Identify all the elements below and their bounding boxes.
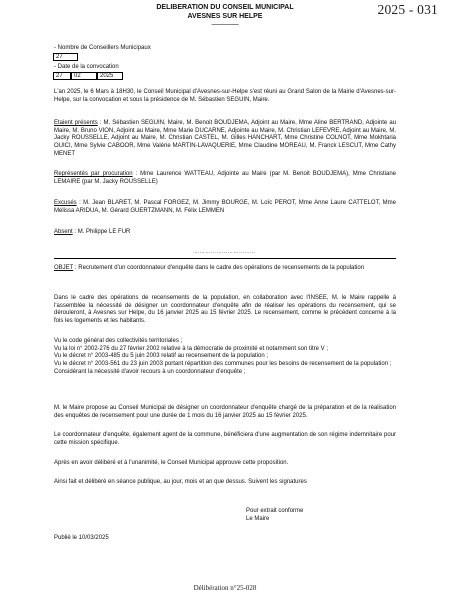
absent-paragraph [54, 229, 396, 237]
closing-paragraph: Ainsi fait et délibéré en séance publique, au jour, mois et an que dessus. Suivent les signatures [54, 479, 307, 485]
proposal-paragraph: M. le Maire propose au Conseil Municipal de désigner un coordonnateur d'enquête chargé de la préparation et de la réalisation des enquêtes de recensement pour une durée de 1 mois du 16 janvier 2025 au 15 février 2025. [54, 405, 396, 419]
publication-date: Publié le 10/03/2025 [54, 535, 109, 541]
vu-item: Vu le code général des collectivités territoriales ; [54, 338, 183, 344]
title-underline: ———— [211, 21, 239, 28]
absent-list: : M. Philippe LE FUR [72, 229, 131, 235]
commune-name: AVESNES SUR HELPE [187, 13, 263, 20]
presents-paragraph [54, 120, 396, 159]
decision-paragraph: Après en avoir délibéré et à l'unanimité, le Conseil Municipal approuve cette proposition. [54, 460, 289, 466]
objet-label: OBJET [54, 265, 74, 271]
divider-line [54, 258, 396, 259]
signature-line1: Pour extrait conforme [246, 508, 304, 514]
context-paragraph: Dans le cadre des opérations de recensements de la population, en collaboration avec l'INSEE, M. le Maire rappelle à l'assemblée la nécessité de désigner un coordonnateur d'enquête afin de réaliser les opérations du recensement, qui se dérouleront, à Avesnes sur Helpe, du 16 janvier 2025 au 15 février 2025. Le recensement, comme le précédent concerne à la fois les logements et les habitants. [54, 295, 396, 325]
reference-number: 2025 - 031 [377, 2, 438, 17]
signature-line2: Le Maire [246, 516, 270, 522]
convocation-year: 2025 [97, 72, 123, 80]
objet-paragraph [54, 265, 396, 273]
intro-paragraph: L'an 2025, le 6 Mars à 18H30, le Conseil Municipal d'Avesnes-sur-Helpe s'est réuni au Grand Salon de la Mairie d'Avesnes-sur-Helpe, sur la convocation et sous la présidence de M. Sébastien SEGUIN, Maire. [54, 89, 396, 103]
conseillers-label: - Nombre de Conseillers Municipaux [54, 45, 151, 51]
excuses-list: : M. Jean BLARET, M. Pascal FORGEZ, M. Jimmy BOURGE, M. Loïc PEROT, Mme Anne Laure CATTELOT, Mme Mélissa ARIDUA, M. Gérard GUERTZMANN, M. Félix LEMMEN [54, 200, 396, 214]
separator-dots: …………………………… [194, 249, 256, 255]
considerant-item: Considérant la nécessité d'avoir recours à un coordonnateur d'enquête ; [54, 368, 246, 375]
convocation-label: - Date de la convocation [54, 64, 119, 70]
procuration-label: Représentés par procuration [54, 171, 133, 177]
vu-item: Vu le décret n° 2003-561 du 23 juin 2003 portant répartition des communes pour les besoins de recensement de la population ; [54, 361, 392, 368]
presents-label: Etaient présents [54, 120, 98, 126]
convocation-month: 02 [71, 72, 97, 80]
procuration-paragraph [54, 171, 396, 186]
convocation-day: 27 [53, 72, 71, 80]
document-title: DELIBERATION DU CONSEIL MUNICIPAL [156, 4, 294, 11]
presents-list: : M. Sébastien SEGUIN, Maire, M. Benoit BOUDJEMA, Adjoint au Maire, Mme Aline BERTRAND, Adjointe au Maire, M. Bruno VION, Adjoint au Maire, Mme Marie DUCARNE, Adjointe au Maire, M. Christian LEFEVRE, Adjoint au Maire, M. Jacky ROUSSELLE, Adjoint au Maire, M. Christian CASTEL, M. Gilles HANCHART, Mme Christine COLNOT, Mme Mokhtaria OUICI, Mme Sylvie CABOOR, Mme Valérie MARTIN-LAVAQUERIE, Mme Claudine MOREAU, M. Franck LESCUT, Mme Cathy MENET [54, 120, 396, 157]
conseillers-count: 27 [53, 53, 78, 61]
indemnity-paragraph: Le coordonnateur d'enquête, également agent de la commune, bénéficiera d'une augmentation de son régime indemnitaire pour cette mission spécifique. [54, 432, 396, 446]
excuses-label: Excusés [54, 200, 77, 206]
objet-text: : Recrutement d'un coordonnateur d'enquête dans le cadre des opérations de recensements de la population [73, 265, 365, 271]
procuration-list: : Mme Laurence WATTEAU, Adjointe au Maire (par M. Benoit BOUDJEMA), Mme Christiane LEMAIRE (par M. Jacky ROUSSELLE) [54, 171, 396, 185]
absent-label: Absent [54, 229, 73, 235]
legal-basis [54, 338, 396, 377]
page-footer: Délibération n°25-028 [193, 584, 257, 592]
vu-item: Vu le décret n° 2003-485 du 5 juin 2003 relatif au recensement de la population ; [54, 353, 268, 360]
vu-item: Vu la loi n° 2002-276 du 27 février 2002 relative à la démocratie de proximité et notamment son titre V ; [54, 345, 328, 352]
excuses-paragraph [54, 200, 396, 215]
